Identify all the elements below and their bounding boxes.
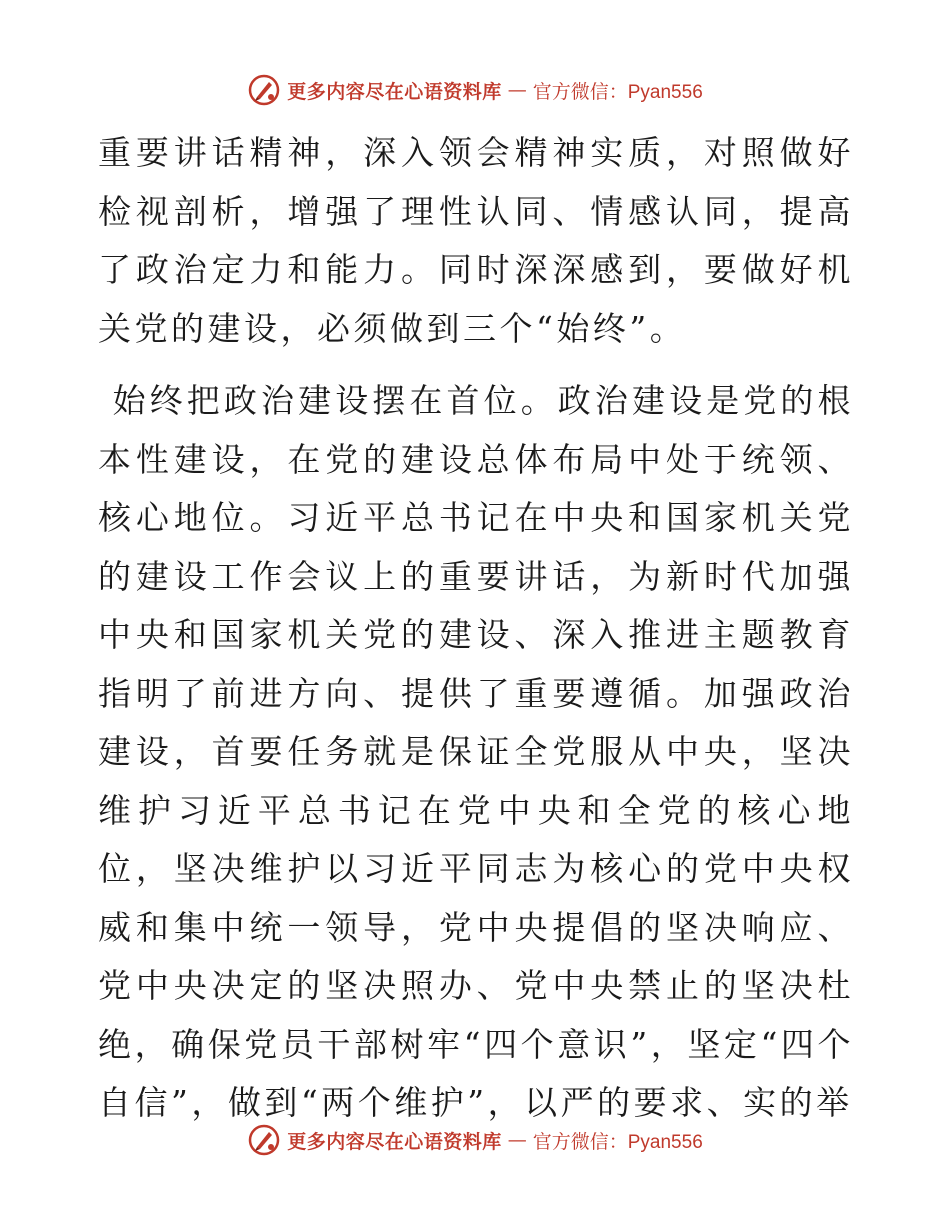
document-body	[98, 124, 854, 1133]
header-watermark	[0, 70, 950, 110]
footer-watermark	[0, 1120, 950, 1160]
watermark-contact-text: 官方微信：Pyan556	[532, 1131, 703, 1153]
watermark-separator: —	[507, 1129, 527, 1151]
pen-logo-icon	[247, 1123, 281, 1157]
watermark-site-text: 更多内容尽在心语资料库	[287, 1130, 502, 1153]
watermark-site-text: 更多内容尽在心语资料库	[287, 80, 502, 103]
watermark-contact-text: 官方微信：Pyan556	[532, 81, 703, 103]
watermark-separator: —	[507, 79, 527, 101]
paragraph-1: 重要讲话精神，深入领会精神实质，对照做好检视剖析，增强了理性认同、情感认同，提高了政治定力和能力。同时深深感到，要做好机关党的建设，必须做到三个“始终”。	[98, 133, 854, 348]
paragraph-2: 始终把政治建设摆在首位。政治建设是党的根本性建设，在党的建设总体布局中处于统领、核心地位。习近平总书记在中央和国家机关党的建设工作会议上的重要讲话，为新时代加强中央和国家机关党的建设、深入推进主题教育指明了前进方向、提供了重要遵循。加强政治建设，首要任务就是保证全党服从中央，坚决维护习近平总书记在党中央和全党的核心地位，坚决维护以习近平同志为核心的党中央权威和集中统一领导，党中央提倡的坚决响应、党中央决定的坚决照办、党中央禁止的坚决杜绝，确保党员干部树牢“四个意识”，坚定“四个自信”，做到“两个维护”，以严的要求、实的举	[98, 381, 854, 1122]
pen-logo-icon	[247, 73, 281, 107]
